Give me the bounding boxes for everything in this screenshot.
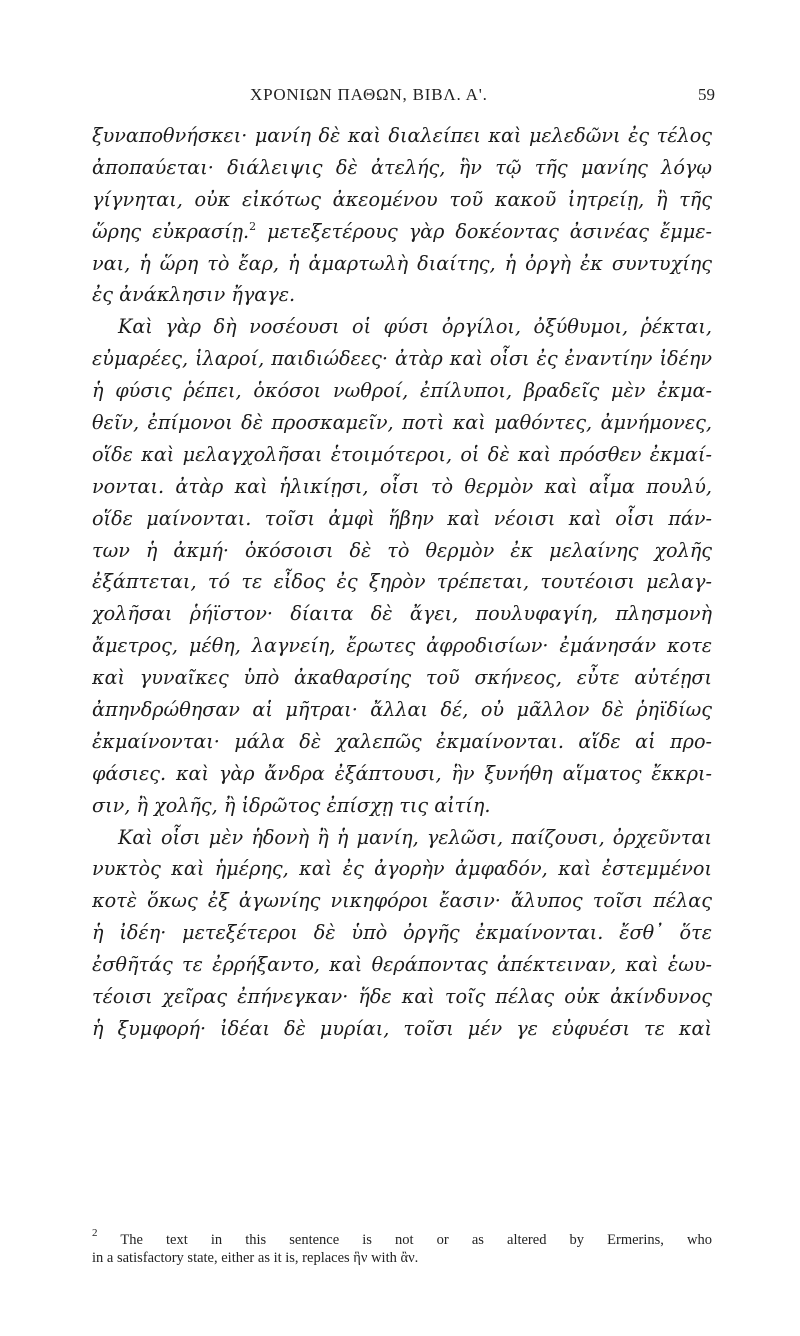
text-line: ἀποπαύεται· διάλειψις δὲ ἀτελής, ἣν τῷ τῆς μανίης λόγῳ xyxy=(92,155,712,179)
footnote-reference[interactable]: 2 xyxy=(249,219,257,233)
text-line: φάσιες. καὶ γὰρ ἄνδρα ἐξάπτουσι, ἣν ξυνήθη αἵματος ἔκκρι- xyxy=(92,761,712,785)
text-line: οἵδε μαίνονται. τοῖσι ἀμφὶ ἥβην καὶ νέοισι καὶ οἷσι πάν- xyxy=(92,506,712,530)
text-line: ναι, ἡ ὥρη τὸ ἔαρ, ἡ ἁμαρτωλὴ διαίτης, ἡ ὀργὴ ἐκ συντυχίης xyxy=(92,251,712,275)
page-number: 59 xyxy=(698,85,715,104)
text-line: Καὶ οἷσι μὲν ἡδονὴ ἢ ἡ μανίη, γελῶσι, παίζουσι, ὀρχεῦνται xyxy=(118,825,712,849)
text-line: ἡ ξυμφορή· ἰδέαι δὲ μυρίαι, τοῖσι μέν γε εὐφυέσι τε καὶ xyxy=(92,1016,712,1040)
text-line: ἐς ἀνάκλησιν ἤγαγε. xyxy=(92,283,296,307)
text-line: τέοισι χεῖρας ἐπήνεγκαν· ἥδε καὶ τοῖς πέλας οὐκ ἀκίνδυνος xyxy=(92,985,712,1009)
footnote-line xyxy=(92,1227,712,1249)
footnote-line: in a satisfactory state, either as it is, replaces ἣν with ἂν. xyxy=(92,1250,419,1266)
text-line: νυκτὸς καὶ ἡμέρης, καὶ ἐς ἀγορὴν ἀμφαδόν, καὶ ἐστεμμένοι xyxy=(92,857,712,881)
text-segment: ὥρης εὐκρασίῃ. xyxy=(92,219,250,243)
text-line: ἐξάπτεται, τό τε εἶδος ἐς ξηρὸν τρέπεται, τουτέοισι μελαγ- xyxy=(92,570,712,594)
text-line xyxy=(92,216,712,248)
text-line: οἵδε καὶ μελαγχολῆσαι ἑτοιμότεροι, οἱ δὲ καὶ πρόσθεν ἐκμαί- xyxy=(92,442,712,466)
text-line: νονται. ἀτὰρ καὶ ἡλικίῃσι, οἷσι τὸ θερμὸν καὶ αἷμα πουλύ, xyxy=(92,474,712,498)
running-title: ΧΡΟΝΙΩΝ ΠΑΘΩΝ, ΒΙΒΛ. Α'. xyxy=(250,85,488,104)
text-line: χολῆσαι ῥήϊστον· δίαιτα δὲ ἄγει, πουλυφαγίη, πλησμονὴ xyxy=(92,602,712,626)
text-line: θεῖν, ἐπίμονοι δὲ προσκαμεῖν, ποτὶ καὶ μαθόντες, ἀμνήμονες, xyxy=(92,411,712,435)
text-line: ἀπηνδρώθησαν αἱ μῆτραι· ἄλλαι δέ, οὐ μᾶλλον δὲ ῥηϊδίως xyxy=(92,698,712,722)
text-line: εὐμαρέες, ἱλαροί, παιδιώδεες· ἀτὰρ καὶ οἷσι ἐς ἐναντίην ἰδέην xyxy=(92,347,712,371)
text-line: καὶ γυναῖκες ὑπὸ ἀκαθαρσίης τοῦ σκήνεος, εὖτε αὐτέῃσι xyxy=(92,666,712,690)
footnote xyxy=(92,1227,712,1267)
text-line: ἄμετρος, μέθη, λαγνείη, ἔρωτες ἀφροδισίων· ἐμάνησάν κοτε xyxy=(92,634,712,658)
text-line: ἡ φύσις ῥέπει, ὁκόσοι νωθροί, ἐπίλυποι, βραδεῖς μὲν ἐκμα- xyxy=(92,379,712,403)
body-text xyxy=(92,120,712,1045)
text-line: σιν, ἢ χολῆς, ἢ ἱδρῶτος ἐπίσχῃ τις αἰτίη. xyxy=(92,793,491,817)
text-line: των ἡ ἀκμή· ὁκόσοισι δὲ τὸ θερμὸν ἐκ μελαίνης χολῆς xyxy=(92,538,712,562)
text-line: ἐσθῆτάς τε ἐρρήξαντο, καὶ θεράποντας ἀπέκτειναν, καὶ ἑωυ- xyxy=(92,953,712,977)
footnote-text: The text in this sentence is not or as altered by Ermerins, who xyxy=(120,1232,712,1248)
text-line: γίγνηται, οὐκ εἰκότως ἀκεομένου τοῦ κακοῦ ἰητρείῃ, ἢ τῆς xyxy=(92,187,712,211)
text-line: ξυναποθνήσκει· μανίη δὲ καὶ διαλείπει καὶ μελεδῶνι ἐς τέλος xyxy=(92,124,712,147)
footnote-number: 2 xyxy=(92,1227,98,1239)
text-line: ἡ ἰδέη· μετεξέτεροι δὲ ὑπὸ ὀργῆς ἐκμαίνονται. ἔσθ᾽ ὅτε xyxy=(92,921,712,945)
text-line: ἐκμαίνονται· μάλα δὲ χαλεπῶς ἐκμαίνονται. αἵδε αἱ προ- xyxy=(92,729,712,753)
text-segment: μετεξετέρους γὰρ δοκέοντας ἀσινέας ἔμμε- xyxy=(267,219,712,243)
text-line: κοτὲ ὅκως ἐξ ἀγωνίης νικηφόροι ἔασιν· ἄλυπος τοῖσι πέλας xyxy=(92,889,712,913)
text-line: Καὶ γὰρ δὴ νοσέουσι οἱ φύσι ὀργίλοι, ὀξύθυμοι, ῥέκται, xyxy=(118,315,712,339)
